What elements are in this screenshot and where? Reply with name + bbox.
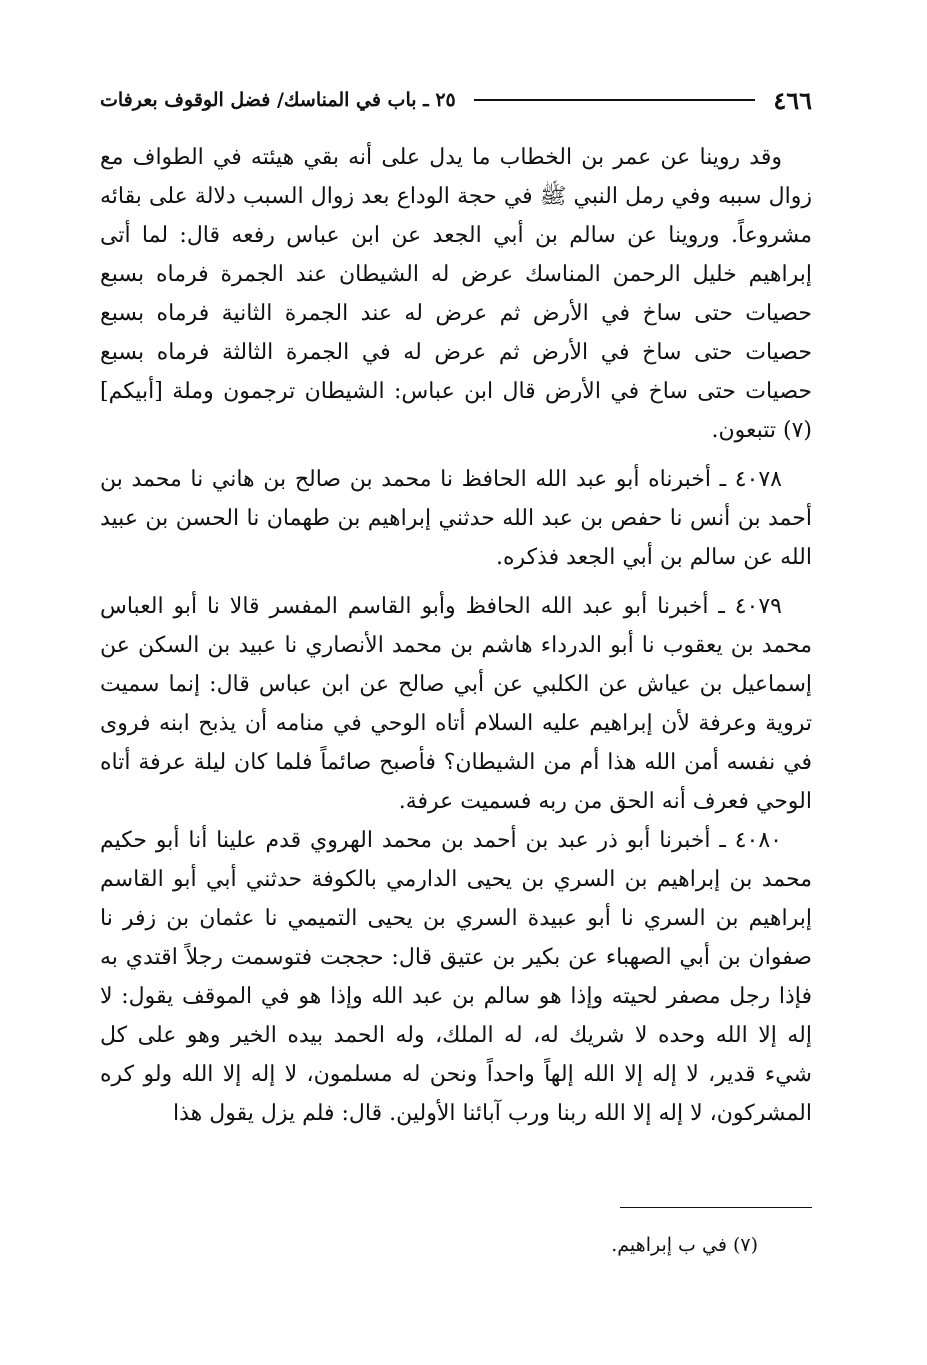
footnote: (٧) في ب إبراهيم. (611, 1234, 758, 1256)
main-text (100, 138, 812, 1143)
paragraph-4079: ٤٠٧٩ ـ أخبرنا أبو عبد الله الحافظ وأبو القاسم المفسر قالا نا أبو العباس محمد بن يعقوب نا أبو الدرداء هاشم بن محمد الأنصاري نا عبيد بن السكن عن إسماعيل بن عياش عن الكلبي عن أبي صالح عن ابن عباس قال: إنما سميت تروية وعرفة لأن إبراهيم عليه السلام أتاه الوحي في منامه أن يذبح ابنه فروى في نفسه أمن الله هذا أم من الشيطان؟ فأصبح صائماً فلما كان ليلة عرفة أتاه الوحي فعرف أنه الحق من ربه فسميت عرفة. (100, 594, 812, 814)
running-title: ٢٥ ـ باب في المناسك/ فضل الوقوف بعرفات (100, 89, 456, 111)
paragraph-4078: ٤٠٧٨ ـ أخبرناه أبو عبد الله الحافظ نا محمد بن صالح بن هاني نا محمد بن أحمد بن أنس نا حفص بن عبد الله حدثني إبراهيم بن طهمان نا الحسن بن عبيد الله عن سالم بن أبي الجعد فذكره. (100, 467, 812, 570)
page-header (100, 82, 812, 118)
header-rule (474, 99, 756, 101)
page-number: ٤٦٦ (773, 85, 812, 115)
paragraph-4080: ٤٠٨٠ ـ أخبرنا أبو ذر عبد بن أحمد بن محمد الهروي قدم علينا أنا أبو حكيم محمد بن إبراهيم بن السري بن يحيى الدارمي بالكوفة حدثني أبي أبو القاسم إبراهيم بن السري نا أبو عبيدة السري بن يحيى التميمي نا عثمان بن زفر نا صفوان بن أبي الصهباء عن بكير بن عتيق قال: حججت فتوسمت رجلاً اقتدي به فإذا رجل مصفر لحيته وإذا هو سالم بن عبد الله وإذا هو في الموقف يقول: لا إله إلا الله وحده لا شريك له، له الملك، وله الحمد بيده الخير وهو على كل شيء قدير، لا إله إلا الله إلهاً واحداً ونحن له مسلمون، لا إله إلا الله ولو كره المشركون، لا إله إلا الله ربنا ورب آبائنا الأولين. قال: فلم يزل يقول هذا (100, 828, 812, 1126)
footnote-rule (620, 1207, 812, 1208)
paragraph-intro: وقد روينا عن عمر بن الخطاب ما يدل على أنه بقي هيئته في الطواف مع زوال سببه وفي رمل النبي ﷺ في حجة الوداع بعد زوال السبب دلالة على بقائه مشروعاً. وروينا عن سالم بن أبي الجعد عن ابن عباس رفعه قال: لما أتى إبراهيم خليل الرحمن المناسك عرض له الشيطان عند الجمرة فرماه بسبع حصيات حتى ساخ في الأرض ثم عرض له عند الجمرة الثانية فرماه بسبع حصيات حتى ساخ في الأرض ثم عرض له في الجمرة الثالثة فرماه بسبع حصيات حتى ساخ في الأرض قال ابن عباس: الشيطان ترجمون وملة [أبيكم](٧) تتبعون. (100, 145, 812, 443)
